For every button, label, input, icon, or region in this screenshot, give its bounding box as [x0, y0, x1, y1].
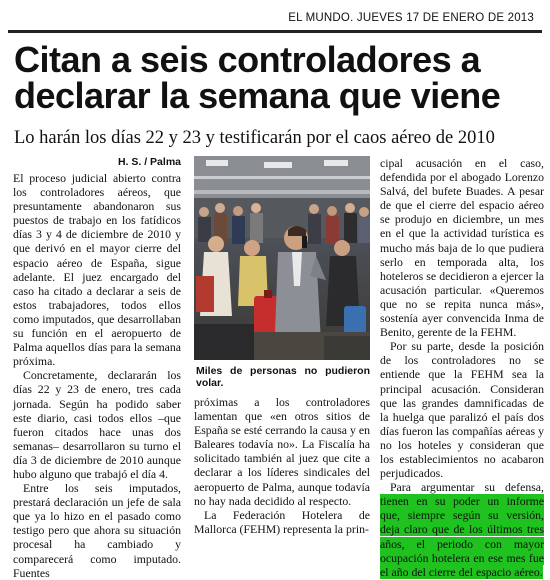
article-column-left	[13, 156, 181, 580]
paragraph-highlighted	[380, 480, 544, 579]
paragraph: Concretamente, declararán los días 22 y 23 de enero, tres cada jornada. Según ha podido saber este diario, casi todos ellos –que fueron citados hace unas dos semanas– desarrollaron su turno el día 3 de diciembre de 2010 aunque hubo alguno que trabajó el día 4.	[13, 368, 181, 481]
paragraph: Entre los seis imputados, prestará declaración un jefe de sala que ya lo hizo en el pasado como testigo pero que ahora su situación procesal ha cambiado y comparecerá como imputado. Fuentes	[13, 481, 181, 580]
article-column-right	[380, 156, 544, 579]
byline: H. S. / Palma	[117, 156, 181, 168]
news-photo	[194, 156, 370, 360]
headline: Citan a seis controladores a declarar la semana que viene	[14, 39, 501, 116]
photo-caption: Miles de personas no pudieron volar.	[196, 365, 370, 389]
paragraph-text: Para argumentar su defensa,	[390, 480, 544, 495]
highlighted-text: tienen en su poder un informe que, siempre según su versión, deja claro que de los últimos tres años, el periodo con mayor ocupación hotelera en ese mes fue el año del cierre del espacio aéreo.	[380, 494, 544, 579]
masthead-date: EL MUNDO. JUEVES 17 DE ENERO DE 2013	[288, 12, 534, 24]
page-header	[8, 6, 542, 33]
subheadline: Lo harán los días 22 y 23 y testificarán por el caos aéreo de 2010	[14, 128, 495, 148]
paragraph: próximas a los controladores lamentan que «en otros sitios de España se esté cerrando la causa y en Baleares todavía no». La Fiscalía ha solicitado también al juez que cite a declarar a los líderes sindicales del aeropuerto de Palma, aunque todavía no hay nada decidido al respecto.	[194, 395, 370, 508]
article-column-middle	[194, 156, 370, 536]
paragraph: La Federación Hotelera de Mallorca (FEHM) representa la prin-	[194, 507, 370, 536]
paragraph: Por su parte, desde la posición de los controladores no se entiende que la FEHM sea la principal acusación. Consideran que las grandes damnificadas de la huelga que paralizó el país dos días fueron las compañías aéreas y no los hoteles y consideran que los establecimientos no acabaron perjudicados.	[380, 339, 544, 481]
airport-crowd-image	[194, 156, 370, 360]
paragraph: cipal acusación en el caso, defendida por el abogado Lorenzo Salvá, del bufete Buades. A pesar de que el cierre del espacio aéreo se produjo en diciembre, un mes en el que la actividad turística es mucho más baja de lo que pudiera serlo en temporada alta, los hoteleros se decidieron a ejercer la acusación particular. «Queremos que no se repita nunca más», sostenía ayer convencida Inma de Benito, gerente de la FEHM.	[380, 156, 544, 340]
paragraph: El proceso judicial abierto contra los controladores aéreos, que presuntamente abandonaron sus puestos de trabajo en los fatídicos días 3 y 4 de diciembre de 2010 y que derivó en el mayor cierre del espacio aéreo de España, sigue adelante. El juez encargado del caso ha citado a declarar a seis de estos trabajadores, todos ellos como imputados, que desarrollaban su función en el aeropuerto de Palma aquellos días para la semana próxima.	[13, 171, 181, 369]
